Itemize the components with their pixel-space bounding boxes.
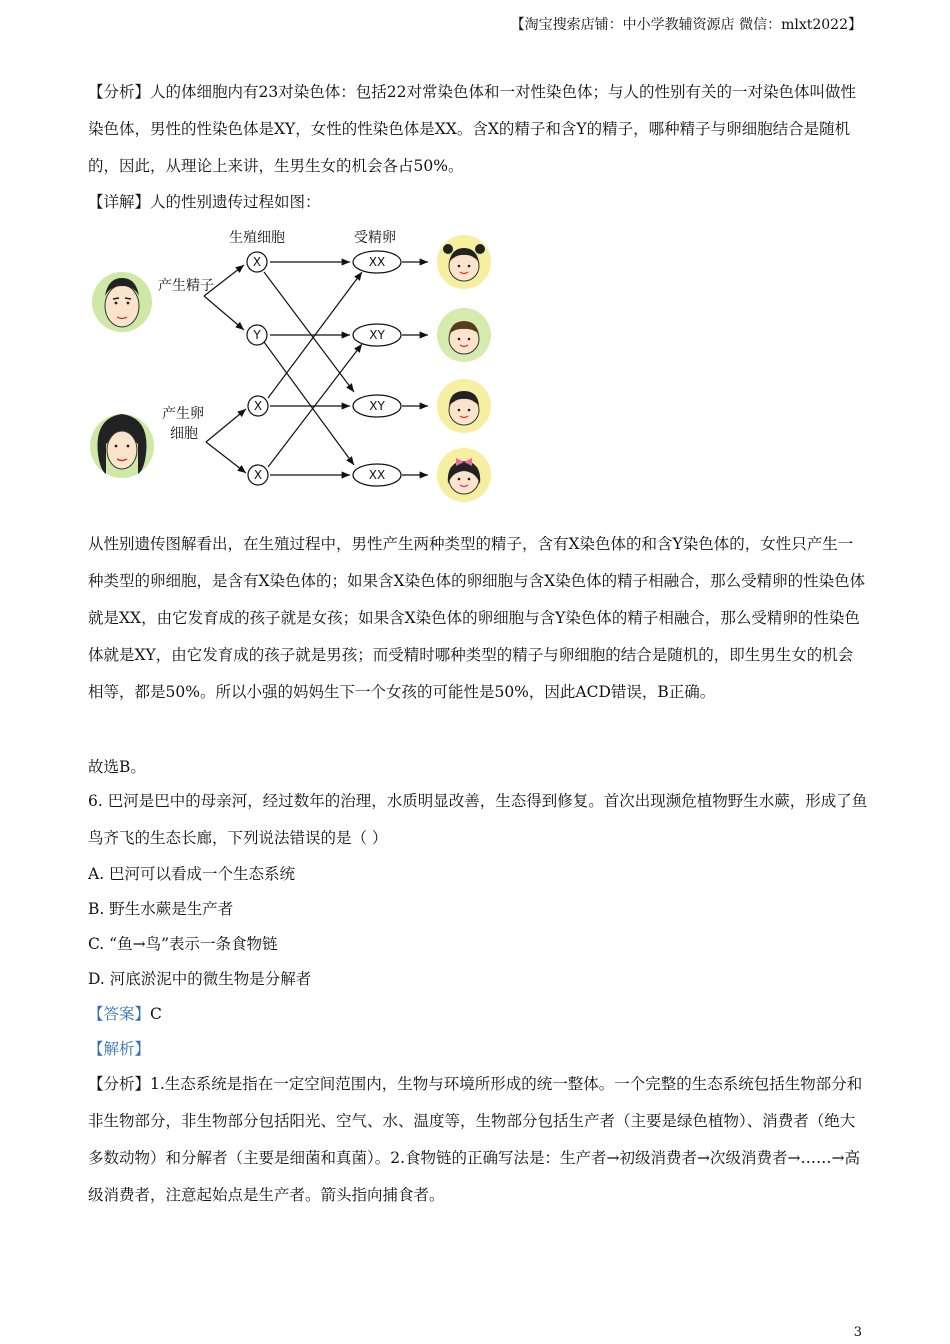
sperm-y-node (247, 325, 267, 345)
boy-face-icon-1 (437, 308, 491, 362)
svg-text:XX: XX (368, 255, 386, 269)
svg-text:X: X (253, 468, 263, 482)
germ-cell-header: 生殖细胞 (229, 230, 285, 246)
choose-line: 故选B。 (88, 758, 146, 776)
answer-line (88, 1002, 162, 1024)
boy-face-icon-2 (437, 379, 491, 433)
sperm-x-node (247, 252, 267, 272)
male-label: 产生精子 (158, 278, 214, 294)
mother-face-icon (90, 414, 154, 478)
jiexi-label: 【解析】 (88, 1040, 151, 1058)
egg-x-node-2 (248, 465, 268, 485)
svg-text:X: X (252, 255, 262, 269)
egg-x-node-1 (248, 396, 268, 416)
svg-text:XX: XX (368, 468, 386, 482)
girl-face-icon-1 (437, 235, 491, 289)
question-6-stem: 6. 巴河是巴中的母亲河，经过数年的治理，水质明显改善，生态得到修复。首次出现濒危植物野生水蕨，形成了鱼鸟齐飞的生态长廊，下列说法错误的是（ ） (88, 792, 868, 847)
page-number: 3 (853, 1325, 862, 1340)
answer-label: 【答案】 (88, 1005, 151, 1023)
analysis-paragraph-1: 【分析】人的体细胞内有23对染色体：包括22对常染色体和一对性染色体；与人的性别有关的一对染色体叫做性染色体，男性的性染色体是XY，女性的性染色体是XX。含X的精子和含Y的精子，哪种精子与卵细胞结合是随机的，因此，从理论上来讲，生男生女的机会各占50%。 (88, 83, 856, 175)
zygote-xy-2 (353, 395, 401, 417)
svg-text:X: X (253, 399, 263, 413)
svg-text:XY: XY (369, 328, 385, 342)
page-header: 【淘宝搜索店铺：中小学教辅资源店 微信：mlxt2022】 (510, 17, 862, 33)
female-label-line1: 产生卵 (162, 406, 204, 422)
female-label-line2: 细胞 (170, 426, 198, 442)
zygote-header: 受精卵 (354, 230, 396, 246)
analysis-paragraph-2: 【分析】1.生态系统是指在一定空间范围内，生物与环境所形成的统一整体。一个完整的生态系统包括生物部分和非生物部分，非生物部分包括阳光、空气、水、温度等，生物部分包括生产者（主要是绿色植物）、消费者（绝大多数动物）和分解者（主要是细菌和真菌）。2.食物链的正确写法是：生产者→初级消费者→次级消费者→……→高级消费者，注意起始点是生产者。箭头指向捕食者。 (88, 1075, 863, 1204)
detail-intro: 【详解】人的性别遗传过程如图： (88, 193, 321, 211)
sex-inheritance-diagram (86, 222, 506, 514)
answer-value: C (150, 1005, 162, 1023)
svg-text:Y: Y (253, 328, 261, 342)
option-c: C. “鱼→鸟”表示一条食物链 (88, 935, 278, 953)
svg-text:XY: XY (369, 399, 385, 413)
detail-body-paragraph: 从性别遗传图解看出，在生殖过程中，男性产生两种类型的精子，含有X染色体的和含Y染色体的，女性只产生一种类型的卵细胞，是含有X染色体的；如果含X染色体的卵细胞与含X染色体的精子相融合，那么受精卵的性染色体就是XX，由它发育成的孩子就是女孩；如果含X染色体的卵细胞与含Y染色体的精子相融合，那么受精卵的性染色体就是XY，由它发育成的孩子就是男孩；而受精时哪种类型的精子与卵细胞的结合是随机的，即生男生女的机会相等，都是50%。所以小强的妈妈生下一个女孩的可能性是50%，因此ACD错误，B正确。 (88, 535, 866, 701)
zygote-xx-1 (353, 251, 401, 273)
father-face-icon (92, 272, 152, 332)
zygote-xx-2 (353, 464, 401, 486)
option-b: B. 野生水蕨是生产者 (88, 900, 234, 918)
girl-face-icon-2 (437, 448, 491, 502)
option-d: D. 河底淤泥中的微生物是分解者 (88, 970, 312, 988)
option-a: A. 巴河可以看成一个生态系统 (88, 865, 296, 883)
zygote-xy-1 (353, 324, 401, 346)
